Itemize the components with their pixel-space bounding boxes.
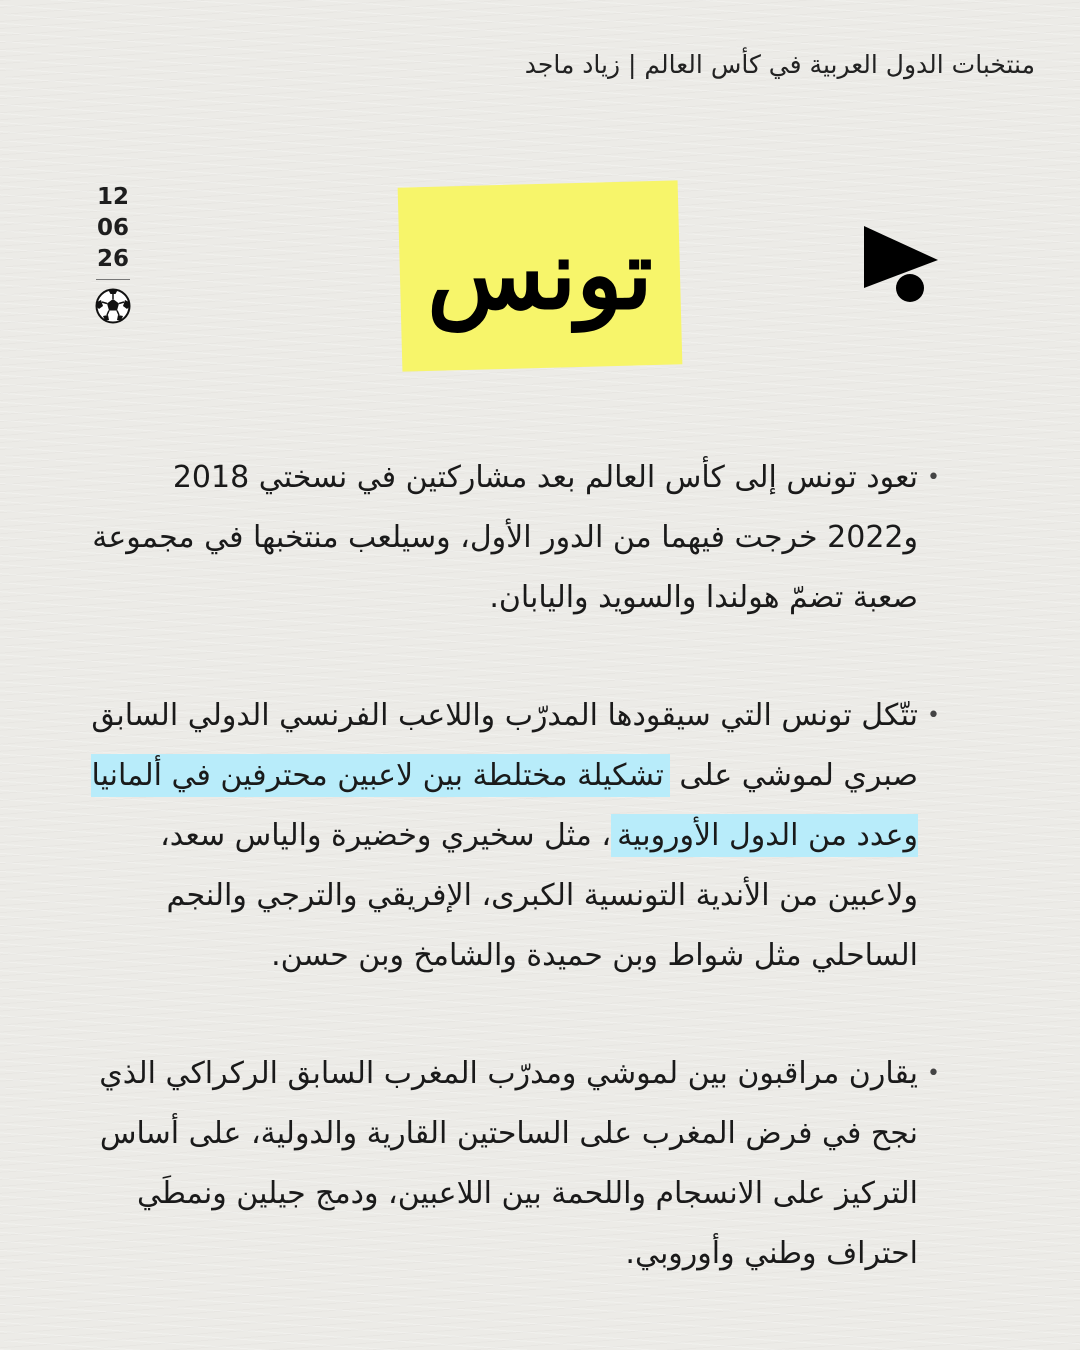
date-year: 26	[96, 246, 129, 272]
highlighted-text: تشكيلة مختلطة بين لاعبين محترفين في ألمانيا وعدد من الدول الأوروبية	[91, 754, 918, 857]
bullet-marker: •	[927, 465, 940, 490]
date-divider	[96, 279, 130, 280]
paragraph-text: تعود تونس إلى كأس العالم بعد مشاركتين في نسختي 2018 و2022 خرجت فيهما من الدور الأول، وسيلعب منتخبها في مجموعة صعبة تضمّ هولندا والسويد واليابان.	[92, 460, 918, 615]
paragraph-text: يقارن مراقبون بين لموشي ومدرّب المغرب السابق الركراكي الذي نجح في فرض المغرب على الساحتين القارية والدولية، على أساس التركيز على الانسجام واللحمة بين اللاعبين، ودمج جيلين ونمطَي احتراف وطني وأوروبي.	[99, 1056, 918, 1271]
bullet-marker: •	[927, 703, 940, 728]
paragraph-text-after: ، مثل سخيري وخضيرة والياس سعد، ولاعبين من الأندية التونسية الكبرى، الإفريقي والترجي والنجم الساحلي مثل شواط وبن حميدة والشامخ وبن حسن.	[160, 818, 918, 973]
date-block	[95, 182, 131, 324]
paragraph-3	[88, 1044, 940, 1284]
series-header: منتخبات الدول العربية في كأس العالم | زياد ماجد	[524, 50, 1035, 79]
date-day: 12	[96, 184, 129, 210]
flag-triangle-dot-logo	[862, 226, 942, 306]
bullet-marker: •	[927, 1061, 940, 1086]
soccer-ball-icon	[95, 288, 131, 324]
paragraph-2	[88, 686, 940, 986]
date-month: 06	[96, 215, 129, 241]
article-body	[88, 448, 940, 1342]
paragraph-text-before: تتّكل تونس التي سيقودها المدرّب واللاعب الفرنسي الدولي السابق صبري لموشي على	[91, 698, 918, 793]
paragraph-1	[88, 448, 940, 628]
page-title: تونس	[427, 218, 653, 331]
